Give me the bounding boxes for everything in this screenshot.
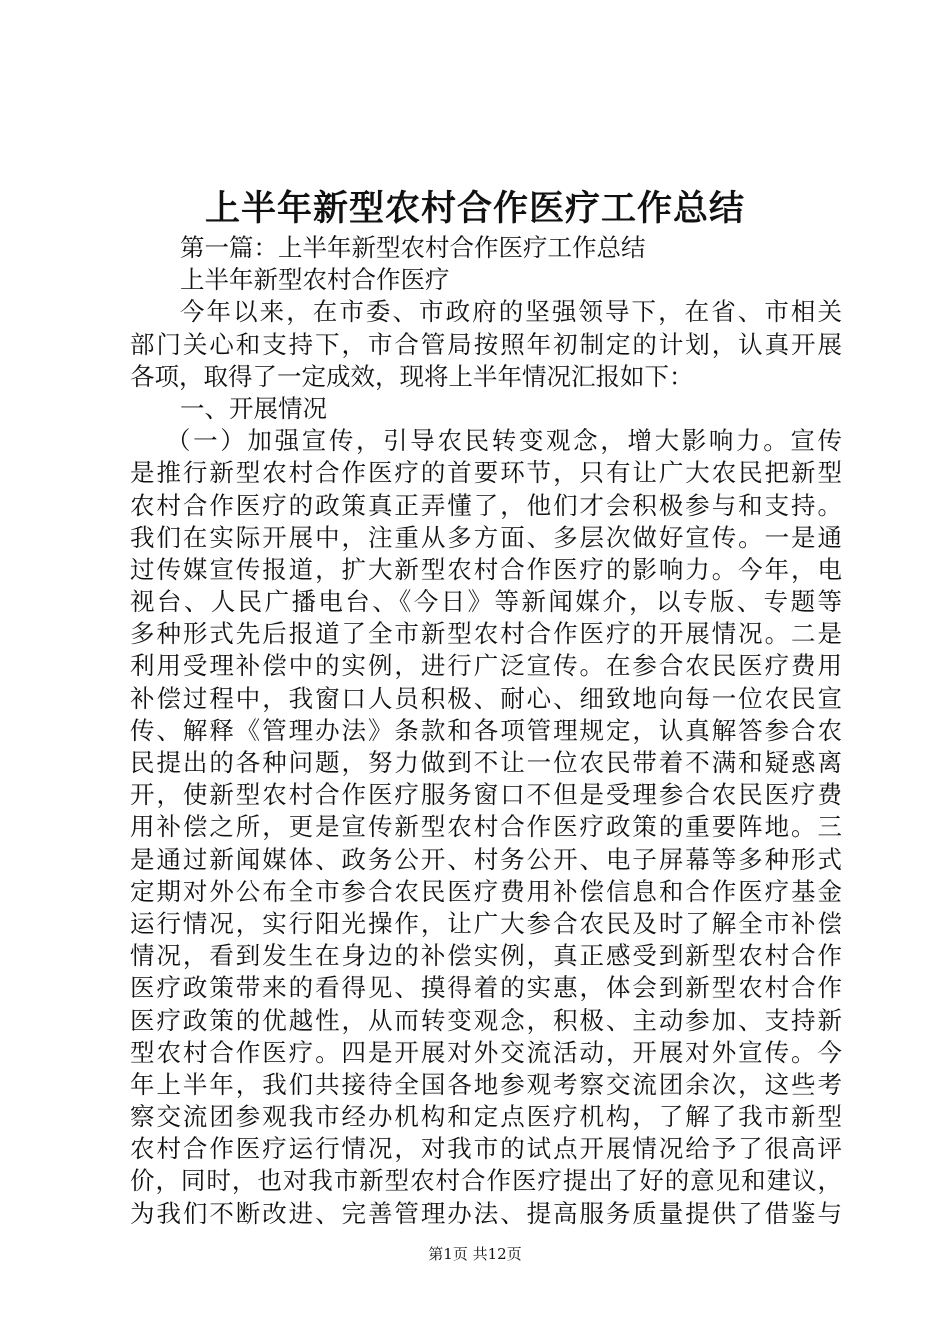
document-title: 上半年新型农村合作医疗工作总结 xyxy=(204,188,745,229)
body-line: 情况，看到发生在身边的补偿实例，真正感受到新型农村合作 xyxy=(130,941,842,971)
body-line-subtitle: 上半年新型农村合作医疗 xyxy=(180,265,450,295)
body-line-heading: 第一篇：上半年新型农村合作医疗工作总结 xyxy=(180,233,646,262)
body-line: 开，使新型农村合作医疗服务窗口不但是受理参合农民医疗费 xyxy=(130,780,842,810)
body-line: 用补偿之所，更是宣传新型农村合作医疗政策的重要阵地。三 xyxy=(130,812,842,842)
body-line: 定期对外公布全市参合农民医疗费用补偿信息和合作医疗基金 xyxy=(130,876,842,906)
section-heading: 一、开展情况 xyxy=(180,393,327,423)
body-line: 医疗政策的优越性，从而转变观念，积极、主动参加、支持新 xyxy=(130,1005,842,1035)
body-line: 多种形式先后报道了全市新型农村合作医疗的开展情况。二是 xyxy=(130,619,842,649)
body-line: 是通过新闻媒体、政务公开、村务公开、电子屏幕等多种形式 xyxy=(130,844,842,874)
body-line: 农村合作医疗的政策真正弄懂了，他们才会积极参与和支持。 xyxy=(130,490,842,520)
body-line: 察交流团参观我市经办机构和定点医疗机构，了解了我市新型 xyxy=(130,1102,842,1132)
body-line: 补偿过程中，我窗口人员积极、耐心、细致地向每一位农民宣 xyxy=(130,683,842,713)
body-line: 各项，取得了一定成效，现将上半年情况汇报如下： xyxy=(130,361,694,391)
page-number: 第1页 共12页 xyxy=(428,1245,522,1263)
body-line: 民提出的各种问题，努力做到不让一位农民带着不满和疑惑离 xyxy=(130,748,842,777)
body-line: 过传媒宣传报道，扩大新型农村合作医疗的影响力。今年，电 xyxy=(130,554,842,584)
body-line: 传、解释《管理办法》条款和各项管理规定，认真解答参合农 xyxy=(130,715,842,745)
body-line: 农村合作医疗运行情况，对我市的试点开展情况给予了很高评 xyxy=(130,1134,842,1164)
body-line: 年上半年，我们共接待全国各地参观考察交流团余次，这些考 xyxy=(130,1069,842,1099)
body-line: 部门关心和支持下，市合管局按照年初制定的计划，认真开展 xyxy=(130,329,842,359)
body-line: 是推行新型农村合作医疗的首要环节，只有让广大农民把新型 xyxy=(130,458,842,488)
body-line: 我们在实际开展中，注重从多方面、多层次做好宣传。一是通 xyxy=(130,522,842,552)
body-line: （一）加强宣传，引导农民转变观念，增大影响力。宣传 xyxy=(166,426,842,456)
body-line: 价，同时，也对我市新型农村合作医疗提出了好的意见和建议， xyxy=(130,1166,842,1196)
body-line: 利用受理补偿中的实例，进行广泛宣传。在参合农民医疗费用 xyxy=(130,651,842,681)
body-line: 运行情况，实行阳光操作，让广大参合农民及时了解全市补偿 xyxy=(130,908,842,938)
body-line: 为我们不断改进、完善管理办法、提高服务质量提供了借鉴与 xyxy=(130,1198,842,1228)
body-line: 医疗政策带来的看得见、摸得着的实惠，体会到新型农村合作 xyxy=(130,973,842,1003)
body-line: 今年以来，在市委、市政府的坚强领导下，在省、市相关 xyxy=(180,297,842,327)
body-line: 型农村合作医疗。四是开展对外交流活动，开展对外宣传。今 xyxy=(130,1037,842,1067)
document-body xyxy=(130,232,842,1230)
body-line: 视台、人民广播电台、《今日》等新闻媒介，以专版、专题等 xyxy=(130,587,842,617)
